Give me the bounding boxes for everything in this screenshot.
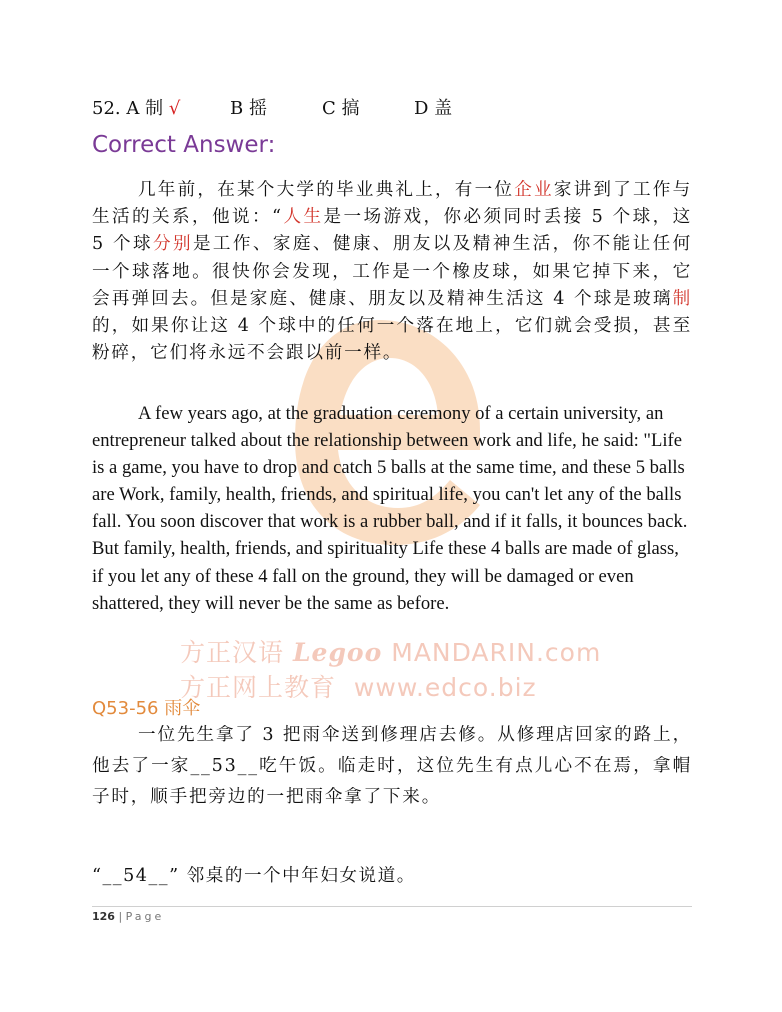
cn-text-4: 是工作、家庭、健康、朋友以及精神生活，你不能让任何一个球落地。很快你会发现，工作是一个橡皮球，如果它掉下来，它会再弹回去。但是家庭、健康、朋友以及精神生活这 4 个球是玻璃 — [92, 234, 692, 309]
question-number: 52. — [92, 98, 121, 119]
cn-text-3: 是一场游戏，你必须同时丢接 5 个球，这 5 个球 — [92, 207, 692, 255]
footer-separator: | — [114, 910, 126, 923]
question-52-options — [92, 94, 452, 120]
option-a-label: A 制 — [126, 98, 164, 119]
chinese-paragraph — [92, 177, 692, 367]
cn-highlight-3: 分别 — [152, 234, 193, 255]
watermark-logo-text: Legoo — [292, 638, 383, 667]
option-d: D 盖 — [414, 98, 453, 119]
page-footer — [92, 910, 164, 923]
story-paragraph: 一位先生拿了 3 把雨伞送到修理店去修。从修理店回家的路上，他去了一家__53__吃午饭。临走时，这位先生有点儿心不在焉，拿帽子时，顺手把旁边的一把雨伞拿了下来。 — [92, 725, 692, 807]
cn-highlight-1: 企业 — [514, 180, 554, 200]
check-mark-icon: √ — [168, 98, 181, 119]
dialog-line: “__54__” 邻桌的一个中年妇女说道。 — [92, 866, 416, 886]
cn-highlight-4: 制 — [672, 288, 692, 309]
watermark-line-1 — [180, 633, 601, 669]
option-c: C 搞 — [322, 98, 360, 119]
option-a — [92, 94, 230, 120]
english-paragraph: A few years ago, at the graduation ceremony of a certain university, an entrepreneur talked about the relationship between work and life, he said: "Life is a game, you have to drop and catch 5 balls at the same time, and these 5 balls are Work, family, health, friends, and spiritual life, you can't let any of the balls fall. You soon discover that work is a rubber ball, and if it falls, it bounces back. But family, health, friends, and spirituality Life these 4 balls are made of glass, if you let any of these 4 fall on the ground, they will be damaged or even shattered, they will never be the same as before. — [92, 403, 688, 614]
cn-text-2: 家讲到了工作与生活的关系，他说：“ — [92, 180, 693, 228]
option-b: B 摇 — [230, 98, 267, 119]
watermark-url: www.edco.biz — [353, 673, 537, 702]
page-label: Page — [125, 910, 165, 923]
watermark-line-2 — [180, 668, 537, 704]
cn-text-5: 的，如果你让这 4 个球中的任何一个落在地上，它们就会受损，甚至粉碎，它们将永远不会跟以前一样。 — [92, 316, 692, 364]
cn-text-1: 几年前，在某个大学的毕业典礼上，有一位 — [138, 180, 515, 200]
page-number: 126 — [92, 910, 115, 923]
correct-answer-heading: Correct Answer: — [92, 132, 276, 158]
watermark-cn-2: 方正网上教育 — [180, 673, 337, 702]
cn-highlight-2: 人生 — [282, 207, 324, 228]
watermark-cn-1: 方正汉语 — [180, 638, 285, 667]
footer-divider — [92, 906, 692, 907]
watermark-en-1: MANDARIN.com — [391, 638, 602, 667]
q53-56-heading: Q53-56 雨伞 — [92, 698, 201, 719]
